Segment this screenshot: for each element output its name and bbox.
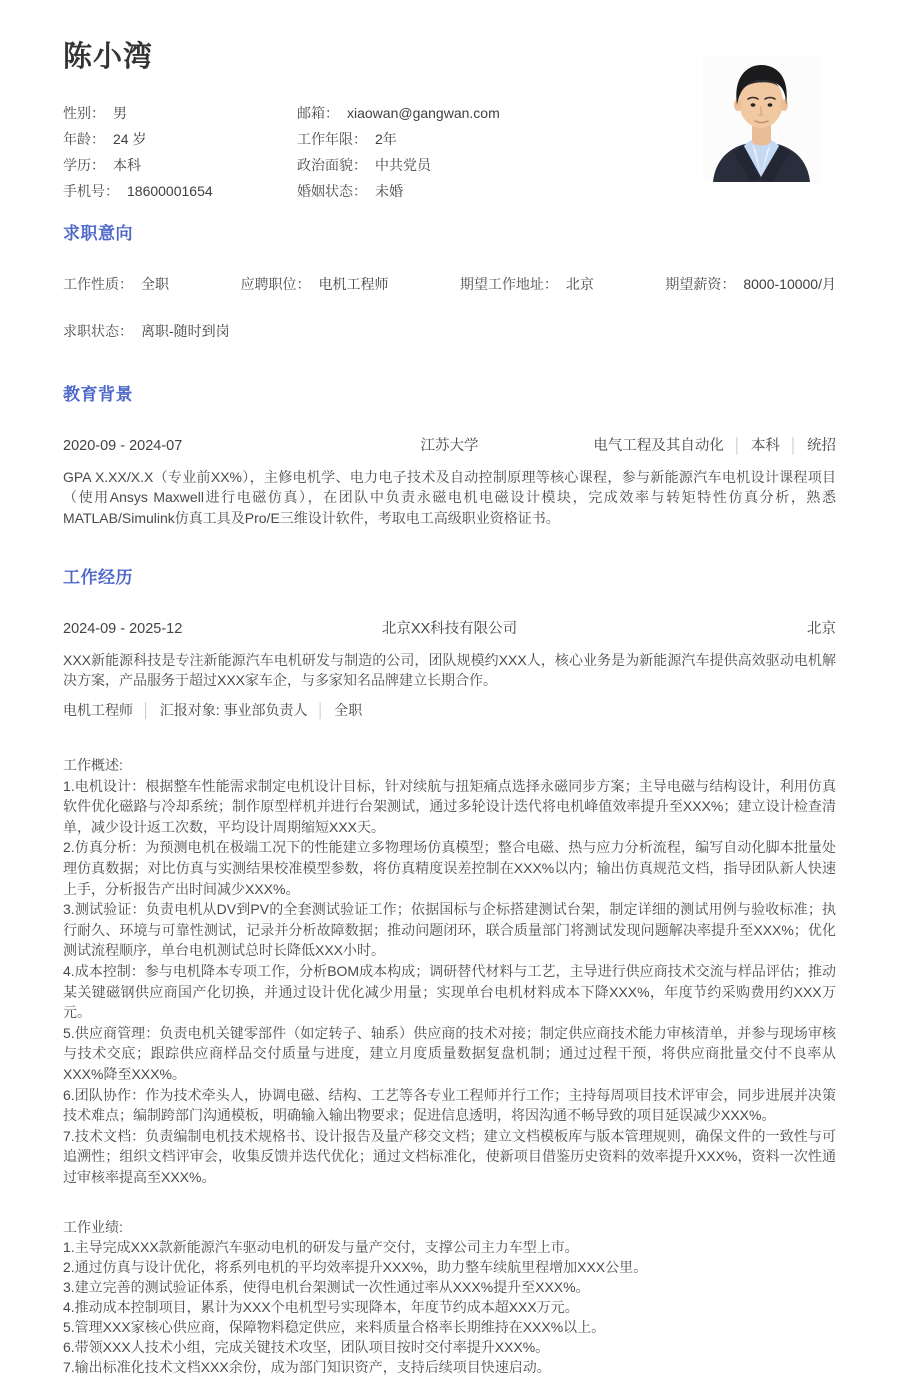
education-major: 电气工程及其自动化 bbox=[593, 438, 724, 454]
age-label: 年龄： bbox=[63, 126, 105, 152]
info-row-email bbox=[297, 100, 637, 126]
work-company: 北京XX科技有限公司 bbox=[382, 619, 517, 640]
education-title: 教育背景 bbox=[63, 385, 836, 405]
work-type-value: 全职 bbox=[141, 274, 169, 294]
overview-item-5: 5.供应商管理：负责电机关键零部件（如定转子、轴系）供应商的技术对接；制定供应商技术能力审核清单，并参与现场审核与技术交底；跟踪供应商样品交付质量与进度，建立月度质量数据复盘机制；通过过程干预，将供应商批量交付不良率从XXX%降至XXX%。 bbox=[63, 1023, 836, 1085]
info-row-marital-status bbox=[297, 178, 637, 204]
gender-value: 男 bbox=[113, 100, 127, 126]
section-job-intention bbox=[63, 224, 836, 341]
separator-bar: │ bbox=[142, 702, 151, 718]
position-label: 应聘职位： bbox=[240, 274, 310, 294]
education-label: 学历： bbox=[63, 152, 105, 178]
location-label: 期望工作地址： bbox=[460, 274, 558, 294]
work-position: 电机工程师 bbox=[63, 702, 133, 718]
company-intro: XXX新能源科技是专注新能源汽车电机研发与制造的公司，团队规模约XXX人，核心业务是为新能源汽车提供高效驱动电机解决方案，产品服务于超过XXX家车企，与多家知名品牌建立长期合作。 bbox=[63, 650, 836, 691]
work-job-type: 全职 bbox=[334, 702, 362, 718]
education-major-group bbox=[593, 436, 836, 457]
marital-status-value: 未婚 bbox=[375, 178, 403, 204]
intent-status bbox=[63, 321, 230, 341]
separator-bar: │ bbox=[317, 702, 326, 718]
work-position-line bbox=[63, 700, 836, 721]
info-row-education bbox=[63, 152, 297, 178]
intent-location bbox=[460, 274, 594, 294]
intent-salary bbox=[665, 274, 836, 294]
education-school: 江苏大学 bbox=[421, 436, 479, 457]
position-value: 电机工程师 bbox=[318, 274, 388, 294]
work-report-to: 汇报对象: 事业部负责人 bbox=[160, 702, 308, 718]
email-label: 邮箱： bbox=[297, 100, 339, 126]
achievement-item-1: 1.主导完成XXX款新能源汽车驱动电机的研发与量产交付，支撑公司主力车型上市。 bbox=[63, 1237, 836, 1257]
political-status-value: 中共党员 bbox=[375, 152, 431, 178]
info-row-age bbox=[63, 126, 297, 152]
marital-status-label: 婚姻状态： bbox=[297, 178, 367, 204]
info-row-gender bbox=[63, 100, 297, 126]
overview-item-6: 6.团队协作：作为技术牵头人，协调电磁、结构、工艺等各专业工程师并行工作；主持每周项目技术评审会，同步进展并决策技术难点；编制跨部门沟通模板，明确输入输出物要求；促进信息透明，将因沟通不畅导致的项目延误减少XXX%。 bbox=[63, 1085, 836, 1126]
personal-info-right-column bbox=[297, 100, 637, 204]
work-city: 北京 bbox=[807, 619, 836, 640]
job-intention-title: 求职意向 bbox=[63, 224, 836, 244]
achievement-item-4: 4.推动成本控制项目，累计为XXX个电机型号实现降本，年度节约成本超XXX万元。 bbox=[63, 1297, 836, 1317]
job-intention-row-2 bbox=[63, 321, 836, 341]
work-date: 2024-09 - 2025-12 bbox=[63, 619, 182, 640]
profile-photo-illustration bbox=[703, 55, 820, 182]
candidate-name: 陈小湾 bbox=[63, 42, 836, 74]
achievement-item-2: 2.通过仿真与设计优化，将系列电机的平均效率提升XXX%，助力整车续航里程增加XXX公里。 bbox=[63, 1257, 836, 1277]
salary-value: 8000-10000/月 bbox=[743, 274, 836, 294]
overview-item-3: 3.测试验证：负责电机从DV到PV的全套测试验证工作；依据国标与企标搭建测试台架，制定详细的测试用例与验收标准；执行耐久、环境与可靠性测试，记录并分析故障数据；推动问题闭环，联合质量部门将测试发现问题解决率提升至XXX%；优化测试流程顺序，单台电机测试总时长降低XXX小时。 bbox=[63, 899, 836, 961]
political-status-label: 政治面貌： bbox=[297, 152, 367, 178]
intent-work-type bbox=[63, 274, 169, 294]
work-achievements-block bbox=[63, 1217, 836, 1377]
work-meta-row bbox=[63, 619, 836, 640]
work-overview-title: 工作概述: bbox=[63, 755, 836, 776]
work-years-label: 工作年限： bbox=[297, 126, 367, 152]
personal-info-left-column bbox=[63, 100, 297, 204]
location-value: 北京 bbox=[566, 274, 594, 294]
intent-position bbox=[240, 274, 388, 294]
achievement-item-5: 5.管理XXX家核心供应商，保障物料稳定供应，来料质量合格率长期维持在XXX%以上。 bbox=[63, 1317, 836, 1337]
overview-item-2: 2.仿真分析：为预测电机在极端工况下的性能建立多物理场仿真模型；整合电磁、热与应力分析流程，编写自动化脚本批量处理仿真数据；对比仿真与实测结果校准模型参数，将仿真精度误差控制在XXX%以内；输出仿真规范文档，指导团队新人快速上手，分析报告产出时间减少XXX%。 bbox=[63, 837, 836, 899]
section-education bbox=[63, 385, 836, 528]
education-degree: 本科 bbox=[751, 438, 780, 454]
work-experience-title: 工作经历 bbox=[63, 568, 836, 588]
education-meta-row bbox=[63, 436, 836, 457]
phone-value: 18600001654 bbox=[127, 178, 213, 204]
resume-header bbox=[63, 42, 836, 204]
work-years-value: 2年 bbox=[375, 126, 397, 152]
phone-label: 手机号： bbox=[63, 178, 119, 204]
achievement-item-3: 3.建立完善的测试验证体系，使得电机台架测试一次性通过率从XXX%提升至XXX%。 bbox=[63, 1277, 836, 1297]
info-row-political-status bbox=[297, 152, 637, 178]
info-row-phone bbox=[63, 178, 297, 204]
email-value: xiaowan@gangwan.com bbox=[347, 100, 500, 126]
section-work-experience bbox=[63, 568, 836, 1377]
info-row-work-years bbox=[297, 126, 637, 152]
age-value: 24 岁 bbox=[113, 126, 146, 152]
profile-photo bbox=[703, 55, 820, 182]
job-intention-row-1 bbox=[63, 274, 836, 294]
education-value: 本科 bbox=[113, 152, 141, 178]
work-overview-block bbox=[63, 755, 836, 1187]
education-enroll-type: 统招 bbox=[807, 438, 836, 454]
separator-bar: │ bbox=[789, 438, 798, 454]
overview-item-1: 1.电机设计：根据整车性能需求制定电机设计目标，针对续航与扭矩痛点选择永磁同步方案；主导电磁与结构设计，利用仿真软件优化磁路与冷却系统；制作原型样机并进行台架测试，通过多轮设计迭代将电机峰值效率提升至XXX%；建立设计检查清单，减少设计返工次数，平均设计周期缩短XXX天。 bbox=[63, 776, 836, 838]
overview-item-4: 4.成本控制：参与电机降本专项工作，分析BOM成本构成；调研替代材料与工艺，主导进行供应商技术交流与样品评估；推动某关键磁钢供应商国产化切换，并通过设计优化减少用量；实现单台电机材料成本下降XXX%，年度节约采购费用约XXX万元。 bbox=[63, 961, 836, 1023]
status-value: 离职-随时到岗 bbox=[141, 321, 230, 341]
education-date: 2020-09 - 2024-07 bbox=[63, 436, 182, 457]
achievement-item-7: 7.输出标准化技术文档XXX余份，成为部门知识资产，支持后续项目快速启动。 bbox=[63, 1357, 836, 1377]
status-label: 求职状态： bbox=[63, 321, 133, 341]
salary-label: 期望薪资： bbox=[665, 274, 735, 294]
overview-item-7: 7.技术文档：负责编制电机技术规格书、设计报告及量产移交文档；建立文档模板库与版本管理规则，确保文件的一致性与可追溯性；组织文档评审会，收集反馈并迭代优化；通过文档标准化，使新项目借鉴历史资料的效率提升XXX%，资料一次性通过审核率提高至XXX%。 bbox=[63, 1126, 836, 1188]
work-achievements-title: 工作业绩: bbox=[63, 1217, 836, 1238]
gender-label: 性别： bbox=[63, 100, 105, 126]
education-description: GPA X.XX/X.X（专业前XX%），主修电机学、电力电子技术及自动控制原理等核心课程，参与新能源汽车电机设计课程项目（使用Ansys Maxwell进行电磁仿真），在团队中负责永磁电机电磁设计模块，完成效率与转矩特性仿真分析，熟悉MATLAB/Simulink仿真工具及Pro/E三维设计软件，考取电工高级职业资格证书。 bbox=[63, 467, 836, 529]
work-type-label: 工作性质： bbox=[63, 274, 133, 294]
separator-bar: │ bbox=[733, 438, 742, 454]
achievement-item-6: 6.带领XXX人技术小组，完成关键技术攻坚，团队项目按时交付率提升XXX%。 bbox=[63, 1337, 836, 1357]
